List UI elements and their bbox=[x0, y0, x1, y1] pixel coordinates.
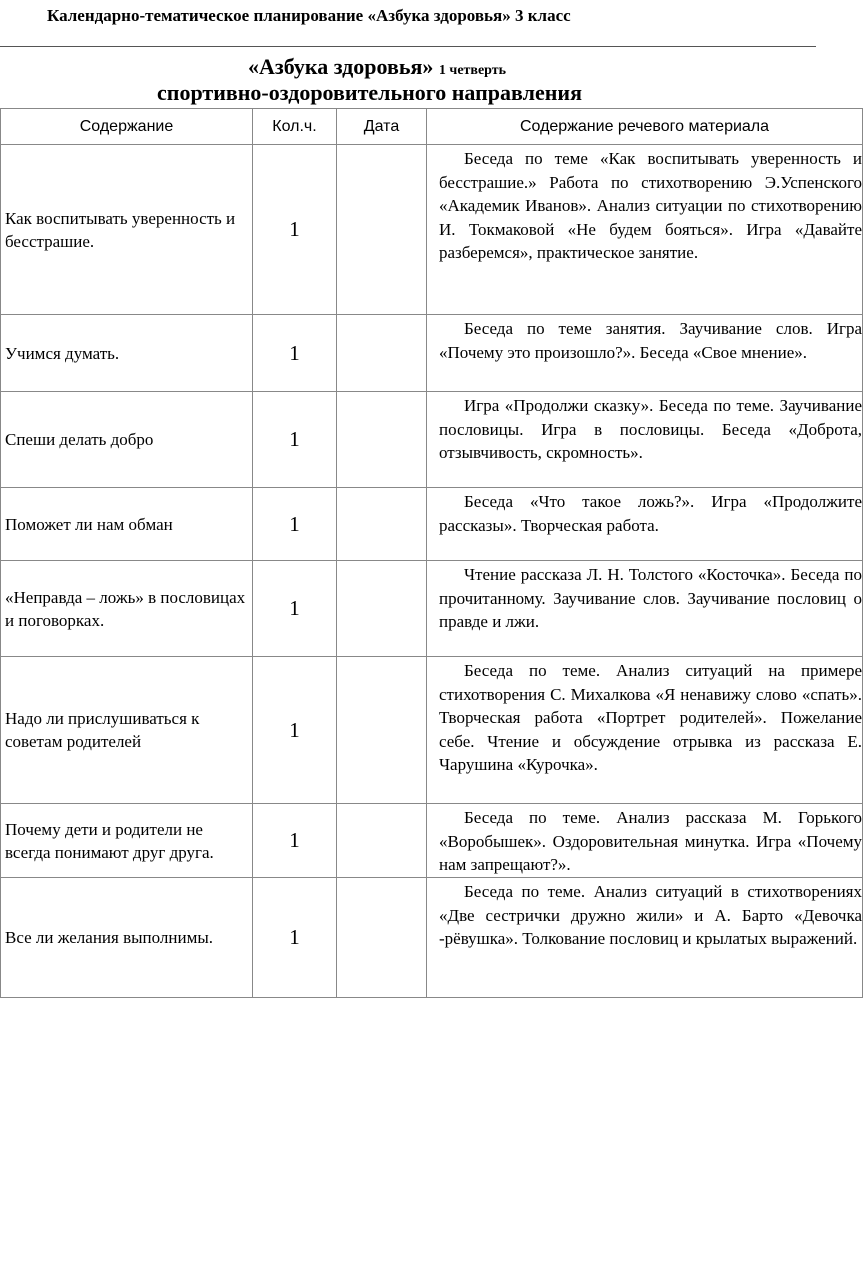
date-cell bbox=[337, 657, 427, 804]
table-row bbox=[1, 878, 863, 998]
document-title: Календарно-тематическое планирование «Азбука здоровья» 3 класс bbox=[47, 6, 571, 25]
topic-cell: Спеши делать добро bbox=[1, 392, 253, 488]
table-row bbox=[1, 488, 863, 561]
header-divider bbox=[0, 46, 816, 47]
subtitle-quarter: 1 четверть bbox=[438, 63, 507, 78]
material-cell: Чтение рассказа Л. Н. Толстого «Косточка». Беседа по прочитанному. Заучивание слов. Заучивание пословиц о правде и лжи. bbox=[427, 561, 863, 657]
subtitle-direction: спортивно-оздоровительного направления bbox=[157, 80, 582, 105]
table-row bbox=[1, 561, 863, 657]
date-cell bbox=[337, 878, 427, 998]
hours-cell: 1 bbox=[253, 392, 337, 488]
date-cell bbox=[337, 315, 427, 392]
material-cell: Беседа по теме. Анализ ситуаций на примере стихотворения С. Михалкова «Я ненавижу слово «спать». Творческая работа «Портрет родителей». Пожелание себе. Чтение и обсуждение отрывка из рассказа Е. Чарушина «Курочка». bbox=[427, 657, 863, 804]
topic-cell: Поможет ли нам обман bbox=[1, 488, 253, 561]
plan-table bbox=[0, 108, 863, 998]
material-cell: Беседа по теме. Анализ рассказа М. Горького «Воробышек». Оздоровительная минутка. Игра «Почему нам запрещают?». bbox=[427, 804, 863, 878]
hours-cell: 1 bbox=[253, 315, 337, 392]
table-row bbox=[1, 145, 863, 315]
hours-cell: 1 bbox=[253, 804, 337, 878]
header-content: Содержание bbox=[1, 109, 253, 145]
date-cell bbox=[337, 488, 427, 561]
hours-cell: 1 bbox=[253, 145, 337, 315]
date-cell bbox=[337, 561, 427, 657]
material-cell: Игра «Продолжи сказку». Беседа по теме. Заучивание пословицы. Игра в пословицы. Беседа «Доброта, отзывчивость, скромность». bbox=[427, 392, 863, 488]
date-cell bbox=[337, 804, 427, 878]
hours-cell: 1 bbox=[253, 488, 337, 561]
subtitle-main: «Азбука здоровья» bbox=[248, 54, 434, 79]
topic-cell: Все ли желания выполнимы. bbox=[1, 878, 253, 998]
material-cell: Беседа по теме. Анализ ситуаций в стихотворениях «Две сестрички дружно жили» и А. Барто «Девочка -рёвушка». Толкование пословиц и крылатых выражений. bbox=[427, 878, 863, 998]
table-row bbox=[1, 392, 863, 488]
table-row bbox=[1, 657, 863, 804]
topic-cell: «Неправда – ложь» в пословицах и поговорках. bbox=[1, 561, 253, 657]
material-cell: Беседа «Что такое ложь?». Игра «Продолжите рассказы». Творческая работа. bbox=[427, 488, 863, 561]
header-hours: Кол.ч. bbox=[253, 109, 337, 145]
topic-cell: Почему дети и родители не всегда понимают друг друга. bbox=[1, 804, 253, 878]
plan-table-container bbox=[0, 108, 862, 1008]
material-cell: Беседа по теме занятия. Заучивание слов. Игра «Почему это произошло?». Беседа «Свое мнение». bbox=[427, 315, 863, 392]
table-row bbox=[1, 804, 863, 878]
topic-cell: Учимся думать. bbox=[1, 315, 253, 392]
material-cell: Беседа по теме «Как воспитывать уверенность и бесстрашие.» Работа по стихотворению Э.Успенского «Академик Иванов». Анализ ситуации по стихотворению И. Токмаковой «Не будем бояться». Игра «Давайте разберемся», практическое занятие. bbox=[427, 145, 863, 315]
date-cell bbox=[337, 392, 427, 488]
topic-cell: Как воспитывать уверенность и бесстрашие. bbox=[1, 145, 253, 315]
topic-cell: Надо ли прислушиваться к советам родителей bbox=[1, 657, 253, 804]
date-cell bbox=[337, 145, 427, 315]
hours-cell: 1 bbox=[253, 561, 337, 657]
subtitle-line-1 bbox=[248, 54, 506, 80]
header-date: Дата bbox=[337, 109, 427, 145]
hours-cell: 1 bbox=[253, 878, 337, 998]
table-row bbox=[1, 315, 863, 392]
header-material: Содержание речевого материала bbox=[427, 109, 863, 145]
table-header-row bbox=[1, 109, 863, 145]
hours-cell: 1 bbox=[253, 657, 337, 804]
